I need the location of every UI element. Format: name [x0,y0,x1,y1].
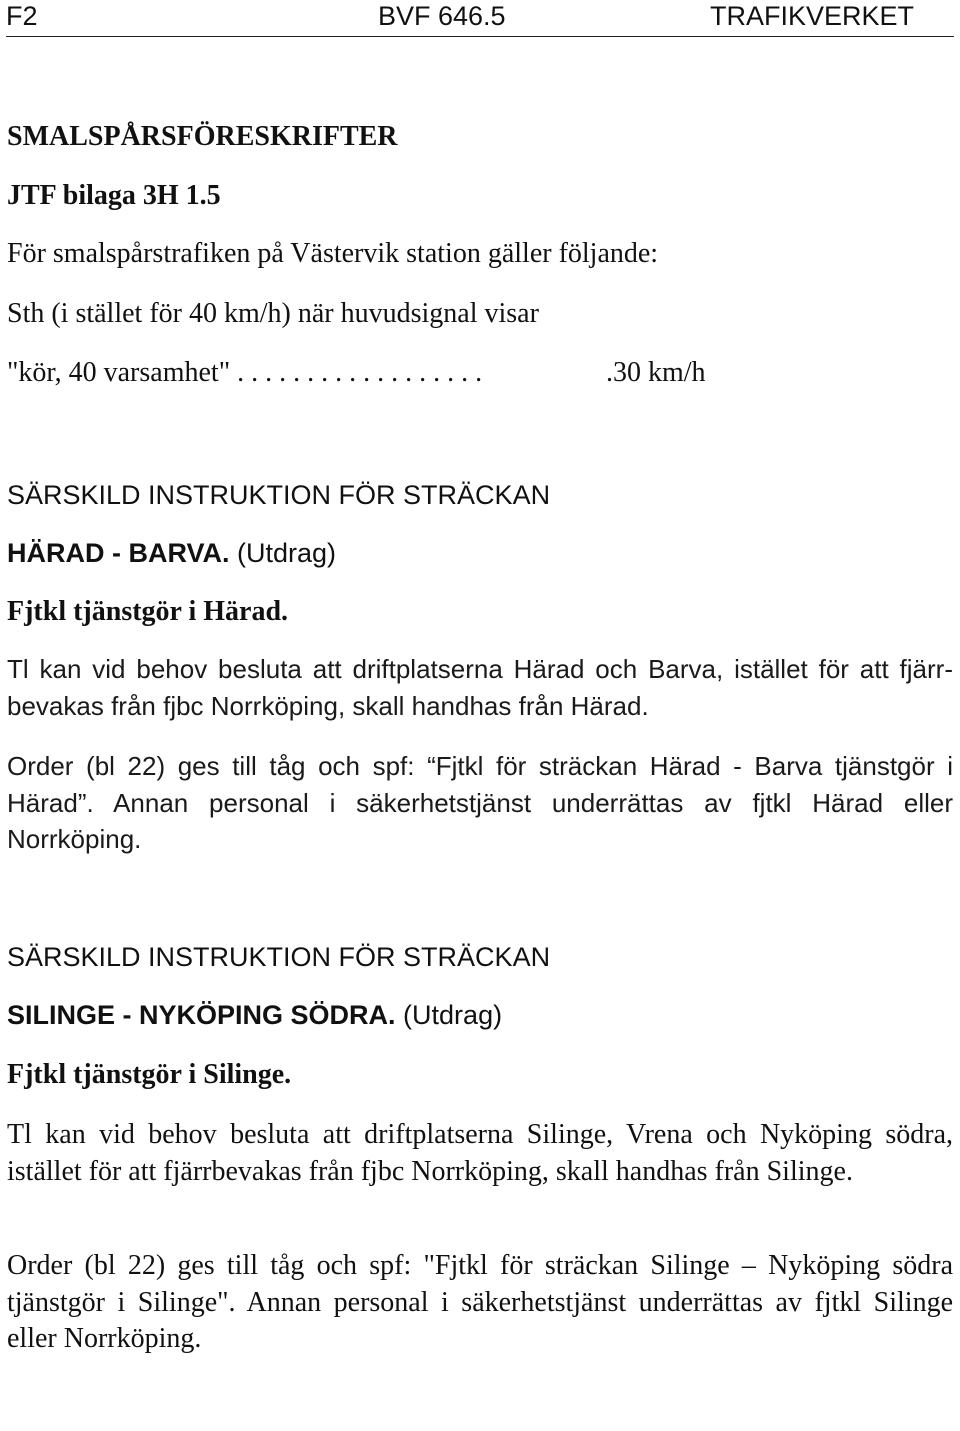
header-organization: TRAFIKVERKET [710,1,915,31]
page-header [0,0,960,38]
route-heading-harad-barva [7,537,336,569]
section-title-smalspar: SMALSPÅRSFÖRESKRIFTER [7,121,398,152]
speed-value: .30 km/h [606,357,706,388]
instruction-heading-harad: SÄRSKILD INSTRUKTION FÖR STRÄCKAN [7,480,551,510]
duty-statement-harad: Fjtkl tjänstgör i Härad. [7,596,289,627]
duty-statement-silinge: Fjtkl tjänstgör i Silinge. [7,1059,292,1090]
header-document-id: BVF 646.5 [378,1,506,31]
route-name: SILINGE - NYKÖPING SÖDRA. [7,1000,396,1030]
excerpt-label: (Utdrag) [395,1000,503,1030]
excerpt-label: (Utdrag) [229,538,337,568]
speed-rule-dotted-line: "kör, 40 varsamhet" . . . . . . . . . . . . . . . . . . [7,357,483,388]
paragraph-harad-2: Order (bl 22) ges till tåg och spf: “Fjtkl för sträckan Härad - Barva tjänstgör i Härad”. Annan personal i säkerhetstjänst underrättas av fjtkl Härad eller Norrköping. [7,751,953,854]
speed-rule-line: Sth (i stället för 40 km/h) när huvudsignal visar [7,298,539,329]
header-divider [6,36,954,37]
header-section-code: F2 [6,1,38,31]
section-subtitle-jtf: JTF bilaga 3H 1.5 [7,180,221,211]
route-name: HÄRAD - BARVA. [7,538,230,568]
paragraph-harad-1: Tl kan vid behov besluta att driftplatserna Härad och Barva, istället för att fjärr-bevakas från fjbc Norrköping, skall handhas från Härad. [7,654,953,721]
paragraph-silinge-1: Tl kan vid behov besluta att driftplatserna Silinge, Vrena och Nyköping södra, istället för att fjärrbevakas från fjbc Norrköping, skall handhas från Silinge. [7,1119,953,1187]
instruction-heading-silinge: SÄRSKILD INSTRUKTION FÖR STRÄCKAN [7,942,551,972]
paragraph-silinge-2: Order (bl 22) ges till tåg och spf: "Fjtkl för sträckan Silinge – Nyköping södra tjänstgör i Silinge". Annan personal i säkerhetstjänst underrättas av fjtkl Silinge eller Norrköping. [7,1250,953,1354]
route-heading-silinge-nykoping [7,999,502,1031]
intro-line: För smalspårstrafiken på Västervik station gäller följande: [7,238,659,269]
